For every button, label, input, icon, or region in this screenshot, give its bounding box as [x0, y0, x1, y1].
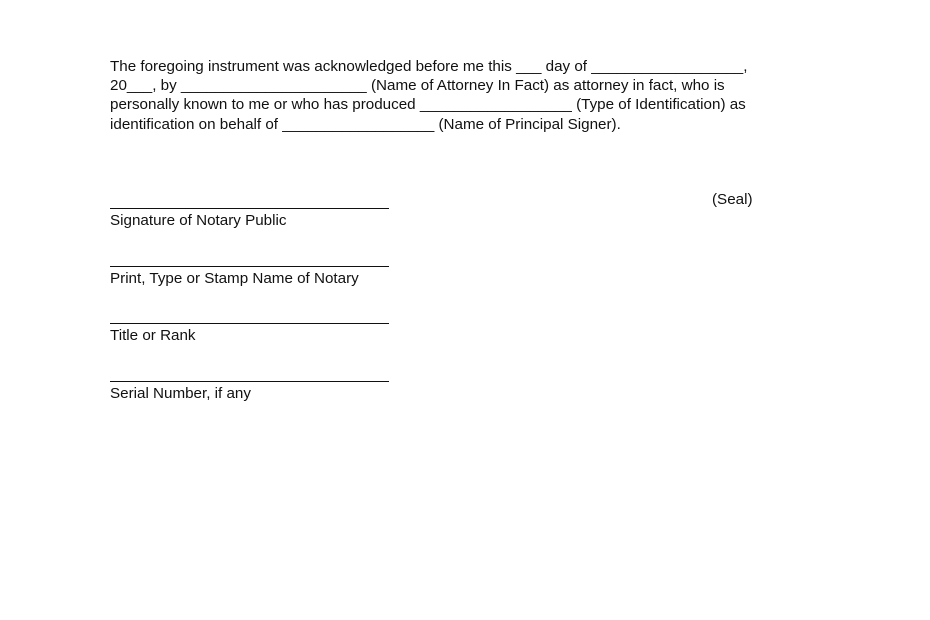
signature-line: [110, 266, 389, 267]
acknowledgment-line: personally known to me or who has produced __________________ (Type of Identification) as: [110, 96, 746, 113]
acknowledgment-line: identification on behalf of __________________ (Name of Principal Signer).: [110, 116, 621, 133]
acknowledgment-line: The foregoing instrument was acknowledged before me this ___ day of __________________,: [110, 58, 748, 75]
signature-line: [110, 381, 389, 382]
acknowledgment-line: 20___, by ______________________ (Name of Attorney In Fact) as attorney in fact, who is: [110, 77, 725, 94]
signature-line: [110, 323, 389, 324]
signature-line: [110, 208, 389, 209]
signature-field-label: Print, Type or Stamp Name of Notary: [110, 270, 359, 287]
signature-field-label: Title or Rank: [110, 327, 196, 344]
signature-field-label: Serial Number, if any: [110, 385, 251, 402]
seal-label: (Seal): [712, 191, 753, 208]
signature-field-label: Signature of Notary Public: [110, 212, 287, 229]
